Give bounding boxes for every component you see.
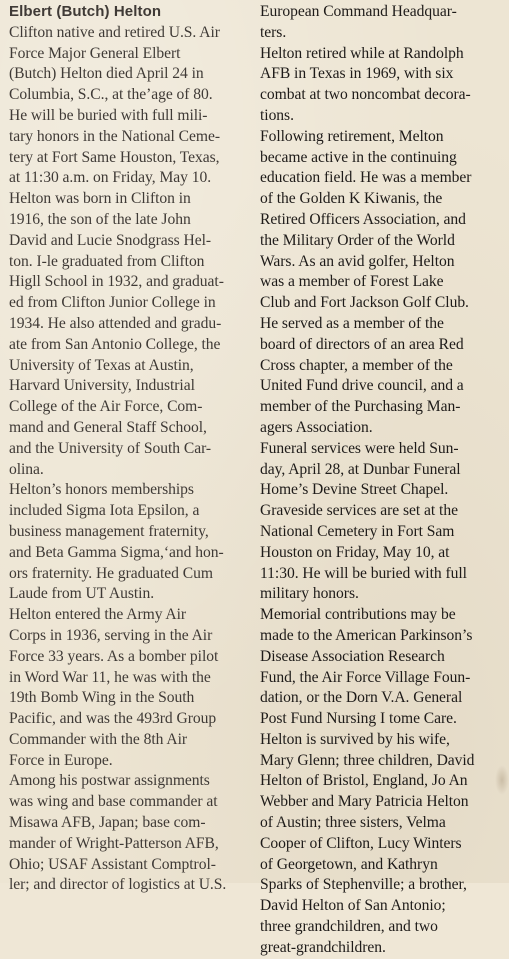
text-line: Following retirement, Melton — [260, 127, 444, 145]
text-line: education field. He was a member — [260, 169, 472, 187]
text-line: AFB in Texas in 1969, with six — [260, 65, 454, 83]
text-line: Force 33 years. As a bomber pilot — [9, 647, 219, 665]
text-line: (Butch) Helton died April 24 in — [9, 65, 204, 83]
right-column — [260, 2, 506, 959]
text-line: Helton is survived by his wife, — [260, 730, 450, 748]
text-line: University of Texas at Austin, — [9, 356, 194, 374]
text-line: Webber and Mary Patricia Helton — [260, 793, 469, 811]
text-line: tary honors in the National Ceme- — [9, 127, 220, 145]
text-line: ed from Clifton Junior College in — [9, 294, 216, 312]
text-line: tions. — [260, 106, 294, 124]
text-line: and the University of South Car- — [9, 439, 212, 457]
text-line: Houston on Friday, May 10, at — [260, 543, 450, 561]
text-line: College of the Air Force, Com- — [9, 398, 203, 416]
text-line: David and Lucie Snodgrass Hel- — [9, 231, 212, 249]
text-line: National Cemetery in Fort Sam — [260, 522, 455, 540]
text-line: great-grandchildren. — [260, 938, 386, 956]
text-line: 1916, the son of the late John — [9, 210, 191, 228]
text-line: Commander with the 8th Air — [9, 730, 188, 748]
text-line: ler; and director of logistics at U.S. — [9, 876, 227, 894]
text-line: made to the American Parkinson’s — [260, 626, 473, 644]
text-line: dation, or the Dorn V.A. General — [260, 689, 463, 707]
text-line: board of directors of an area Red — [260, 335, 464, 353]
text-line: Misawa AFB, Japan; base com- — [9, 814, 206, 832]
text-line: Club and Fort Jackson Golf Club. — [260, 294, 469, 312]
text-line: He served as a member of the — [260, 314, 444, 332]
text-line: Graveside services are set at the — [260, 502, 458, 520]
text-line: Funeral services were held Sun- — [260, 439, 459, 457]
text-line: member of the Purchasing Man- — [260, 398, 461, 416]
text-line: was a member of Forest Lake — [260, 273, 444, 291]
text-line: of Austin; three sisters, Velma — [260, 814, 446, 832]
text-line: and Beta Gamma Sigma,‘and hon- — [9, 543, 224, 561]
text-line: military honors. — [260, 585, 359, 603]
text-line: Mary Glenn; three children, David — [260, 751, 475, 769]
left-column-text — [9, 23, 249, 896]
text-line: Cross chapter, a member of the — [260, 356, 453, 374]
text-line: European Command Headquar- — [260, 3, 457, 20]
text-line: three grandchildren, and two — [260, 918, 438, 936]
text-line: Force in Europe. — [9, 751, 113, 769]
text-line: ters. — [260, 23, 287, 41]
text-line: Corps in 1936, serving in the Air — [9, 626, 213, 644]
text-line: Helton of Bristol, England, Jo An — [260, 772, 468, 790]
text-line: day, April 28, at Dunbar Funeral — [260, 460, 461, 478]
text-line: combat at two noncombat decora- — [260, 86, 471, 104]
text-line: Among his postwar assignments — [9, 772, 210, 790]
text-line: ors fraternity. He graduated Cum — [9, 564, 213, 582]
text-line: David Helton of San Antonio; — [260, 897, 446, 915]
text-line: business management fraternity, — [9, 522, 209, 540]
text-line: Helton was born in Clifton in — [9, 190, 191, 208]
text-line: agers Association. — [260, 418, 373, 436]
text-line: Retired Officers Association, and — [260, 210, 466, 228]
text-line: the Military Order of the World — [260, 231, 455, 249]
text-line: Post Fund Nursing I tome Care. — [260, 710, 457, 728]
text-line: of Georgetown, and Kathryn — [260, 855, 438, 873]
text-line: ate from San Antonio College, the — [9, 335, 221, 353]
text-line: of the Golden K Kiwanis, the — [260, 190, 443, 208]
text-line: 11:30. He will be buried with full — [260, 564, 467, 582]
text-line: olina. — [9, 460, 44, 478]
text-line: Memorial contributions may be — [260, 606, 456, 624]
text-line: ton. I-le graduated from Clifton — [9, 252, 205, 270]
left-column — [9, 2, 249, 896]
text-line: in Word War 11, he was with the — [9, 668, 211, 686]
text-line: Harvard University, Industrial — [9, 377, 195, 395]
text-line: Cooper of Clifton, Lucy Winters — [260, 834, 462, 852]
text-line: included Sigma Iota Epsilon, a — [9, 502, 200, 520]
paper-stain — [495, 765, 509, 795]
text-line: Ohio; USAF Assistant Comptrol- — [9, 855, 216, 873]
text-line: Wars. As an avid golfer, Helton — [260, 252, 455, 270]
text-line: Laude from UT Austin. — [9, 585, 155, 603]
text-line: United Fund drive council, and a — [260, 377, 464, 395]
text-line: Columbia, S.C., at the’age of 80. — [9, 86, 213, 104]
text-line: was wing and base commander at — [9, 793, 218, 811]
text-line: Helton’s honors memberships — [9, 481, 194, 499]
text-line: mander of Wright-Patterson AFB, — [9, 834, 219, 852]
text-line: 19th Bomb Wing in the South — [9, 689, 195, 707]
text-line: He will be buried with full mili- — [9, 106, 208, 124]
right-column-text — [260, 2, 506, 959]
text-line: Helton retired while at Randolph — [260, 44, 464, 62]
text-line: Home’s Devine Street Chapel. — [260, 481, 449, 499]
text-line: Clifton native and retired U.S. Air — [9, 23, 220, 41]
text-line: Fund, the Air Force Village Foun- — [260, 668, 471, 686]
text-line: tery at Fort Same Houston, Texas, — [9, 148, 220, 166]
text-line: 1934. He also attended and gradu- — [9, 314, 222, 332]
text-line: Helton entered the Army Air — [9, 606, 187, 624]
text-line: mand and General Staff School, — [9, 418, 207, 436]
text-line: Disease Association Research — [260, 647, 445, 665]
text-line: at 11:30 a.m. on Friday, May 10. — [9, 169, 212, 187]
text-line: Force Major General Elbert — [9, 44, 181, 62]
text-line: Pacific, and was the 493rd Group — [9, 710, 217, 728]
obituary-headline: Elbert (Butch) Helton — [9, 3, 162, 20]
text-line: Higll School in 1932, and graduat- — [9, 273, 224, 291]
text-line: Sparks of Stephenville; a brother, — [260, 876, 467, 894]
text-line: became active in the continuing — [260, 148, 457, 166]
